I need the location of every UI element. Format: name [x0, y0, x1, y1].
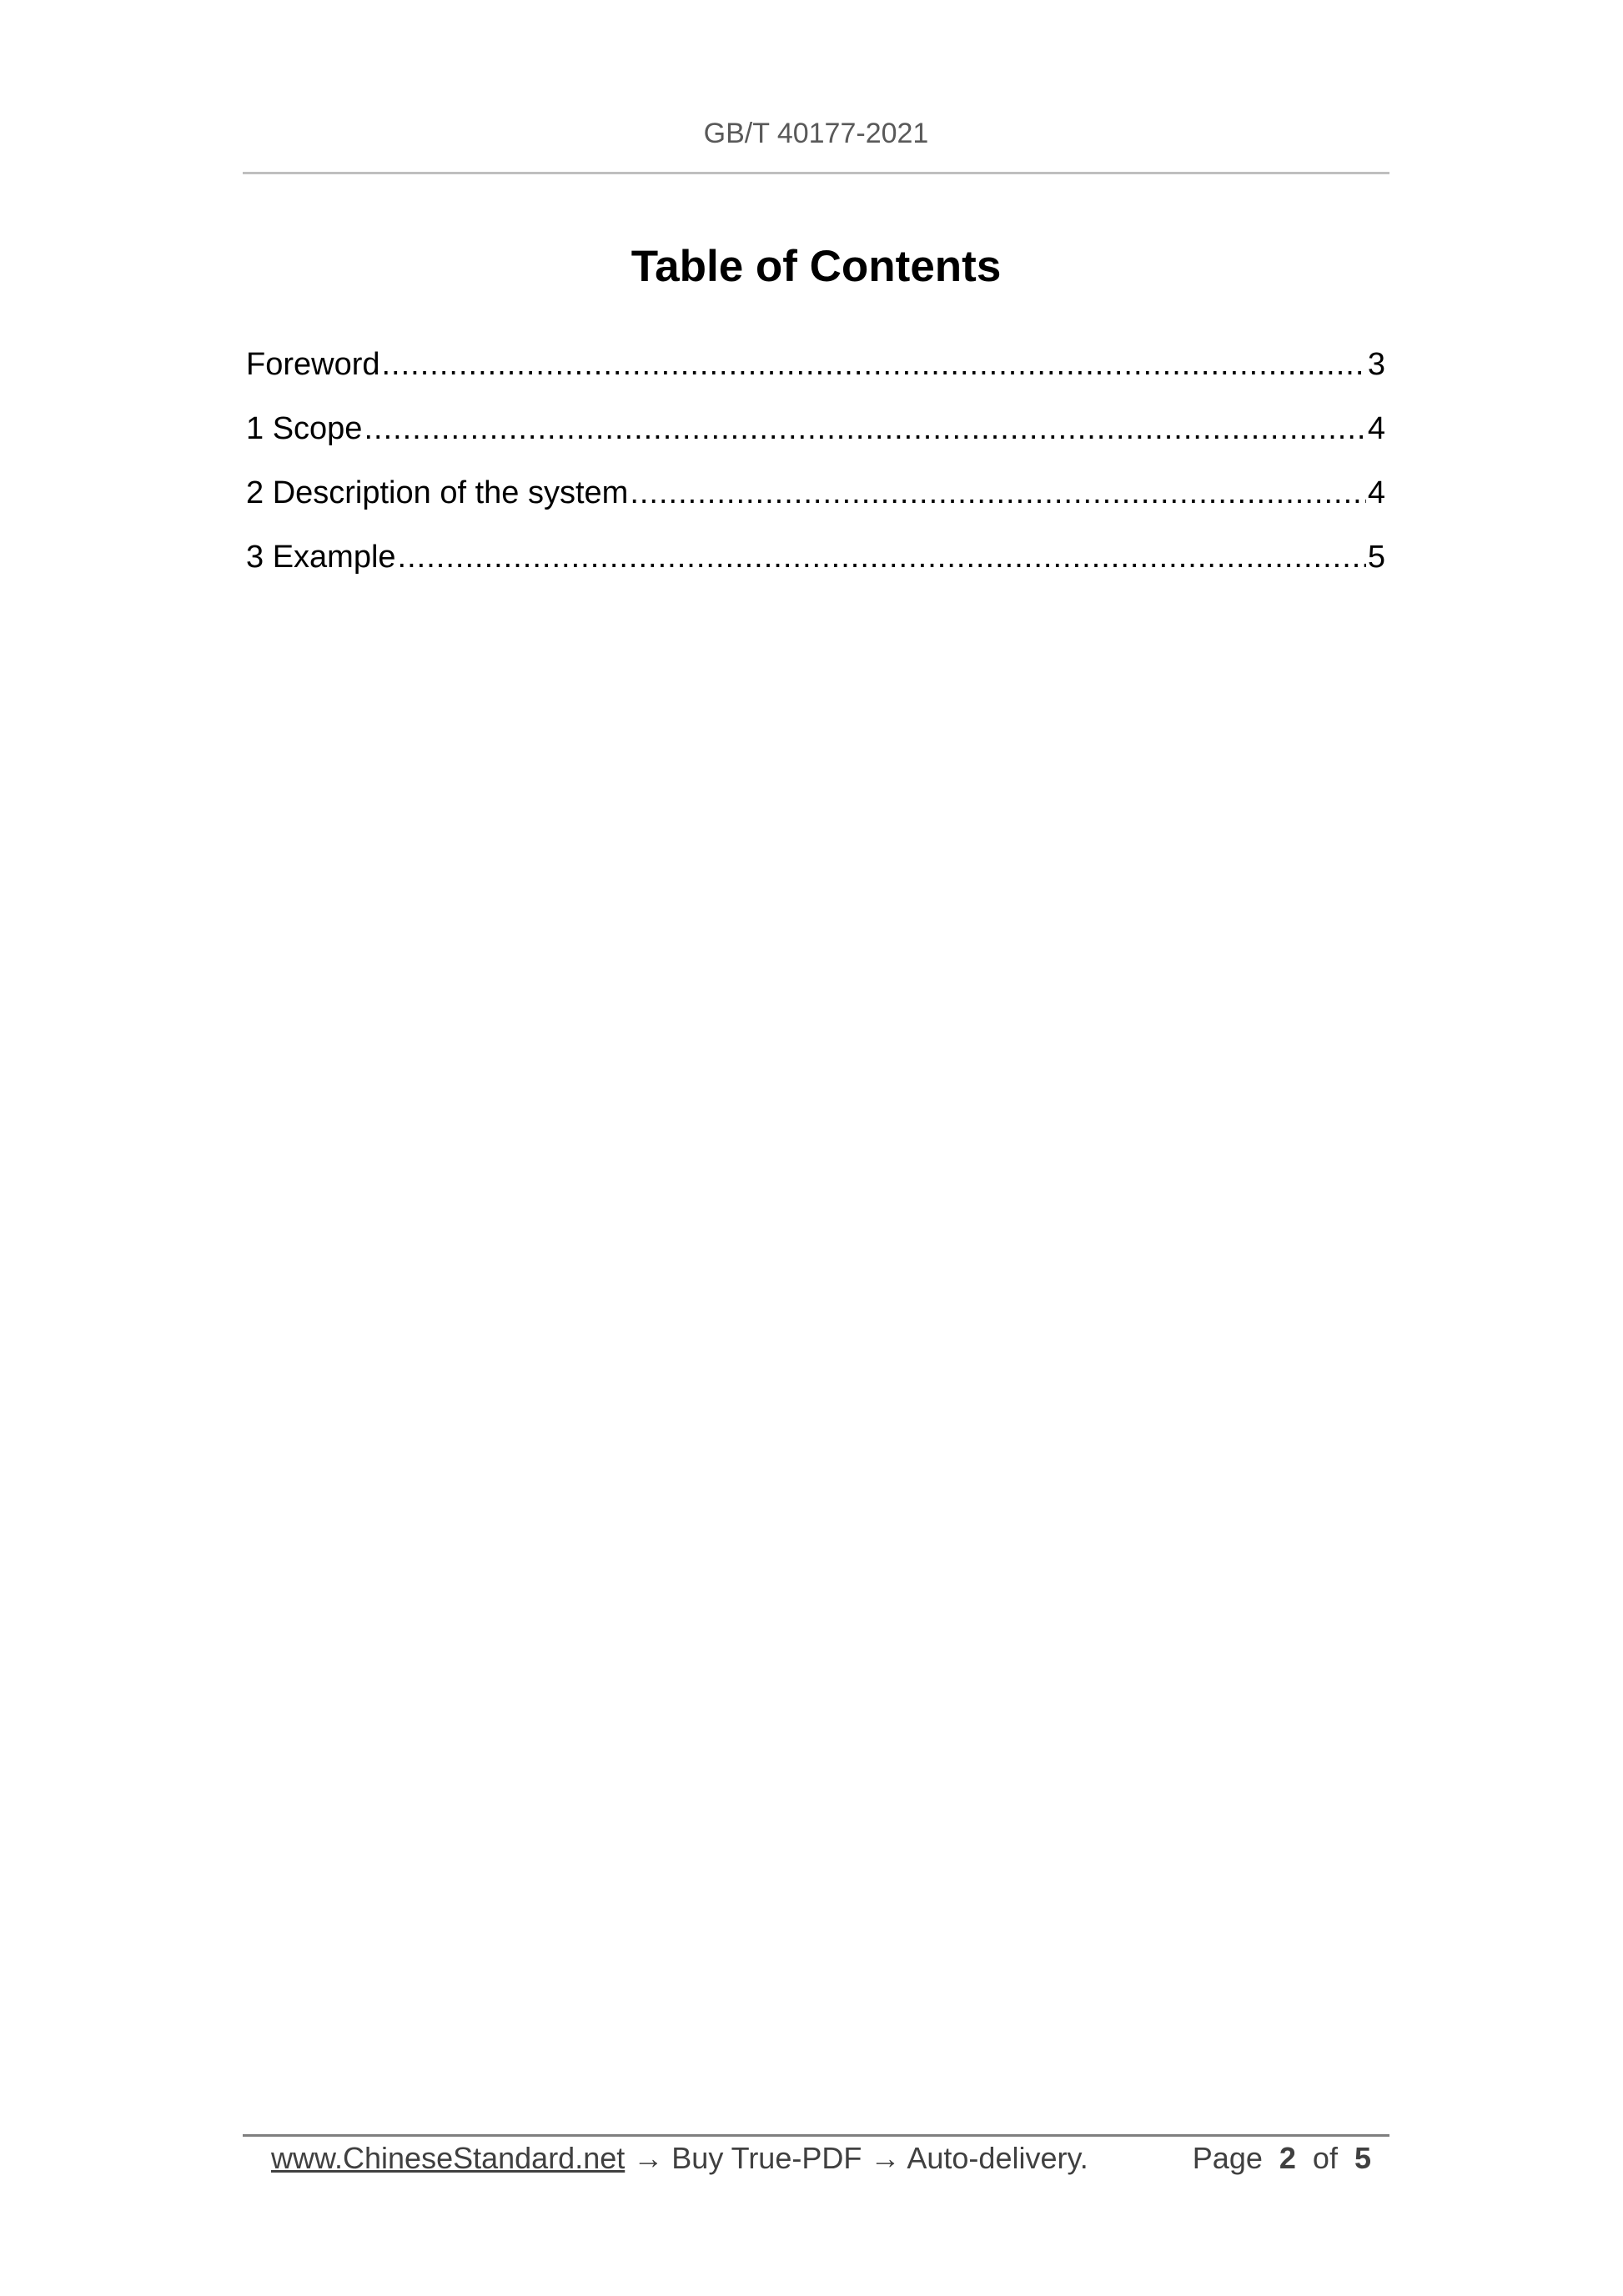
toc-entry-description[interactable] — [246, 468, 1385, 532]
toc-dot-leader — [630, 468, 1366, 518]
toc-entry-page: 3 — [1367, 347, 1385, 382]
delivery-text: Auto-delivery. — [907, 2141, 1088, 2175]
document-code: GB/T 40177-2021 — [703, 118, 929, 149]
arrow-right-icon: → — [870, 2141, 901, 2175]
toc-entry-page: 4 — [1367, 475, 1385, 510]
toc-entry-example[interactable] — [246, 532, 1385, 596]
buy-text: Buy True-PDF — [671, 2141, 862, 2175]
toc-entry-page: 4 — [1367, 411, 1385, 446]
header-divider — [243, 172, 1389, 174]
current-page-number: 2 — [1279, 2141, 1296, 2175]
toc-entry-label: 1 Scope — [246, 411, 363, 446]
running-header — [243, 113, 1389, 154]
total-page-count: 5 — [1354, 2141, 1371, 2175]
toc-entry-label: 3 Example — [246, 540, 396, 575]
toc-entry-label: Foreword — [246, 347, 380, 382]
running-footer — [243, 2133, 1389, 2183]
of-word: of — [1312, 2141, 1338, 2175]
toc-entry-foreword[interactable] — [246, 339, 1385, 404]
toc-entry-label: 2 Description of the system — [246, 475, 629, 510]
toc-dot-leader — [398, 532, 1366, 582]
page-word: Page — [1192, 2141, 1263, 2175]
website-link[interactable]: www.ChineseStandard.net — [271, 2141, 626, 2175]
toc-list — [246, 339, 1385, 596]
toc-dot-leader — [382, 339, 1366, 389]
toc-entry-scope[interactable] — [246, 404, 1385, 468]
page-title: Table of Contents — [631, 242, 1002, 291]
toc-entry-page: 5 — [1367, 540, 1385, 575]
page-indicator — [1193, 2133, 1371, 2183]
toc-dot-leader — [364, 404, 1365, 454]
footer-promo — [271, 2133, 1088, 2183]
arrow-right-icon: → — [633, 2141, 664, 2175]
